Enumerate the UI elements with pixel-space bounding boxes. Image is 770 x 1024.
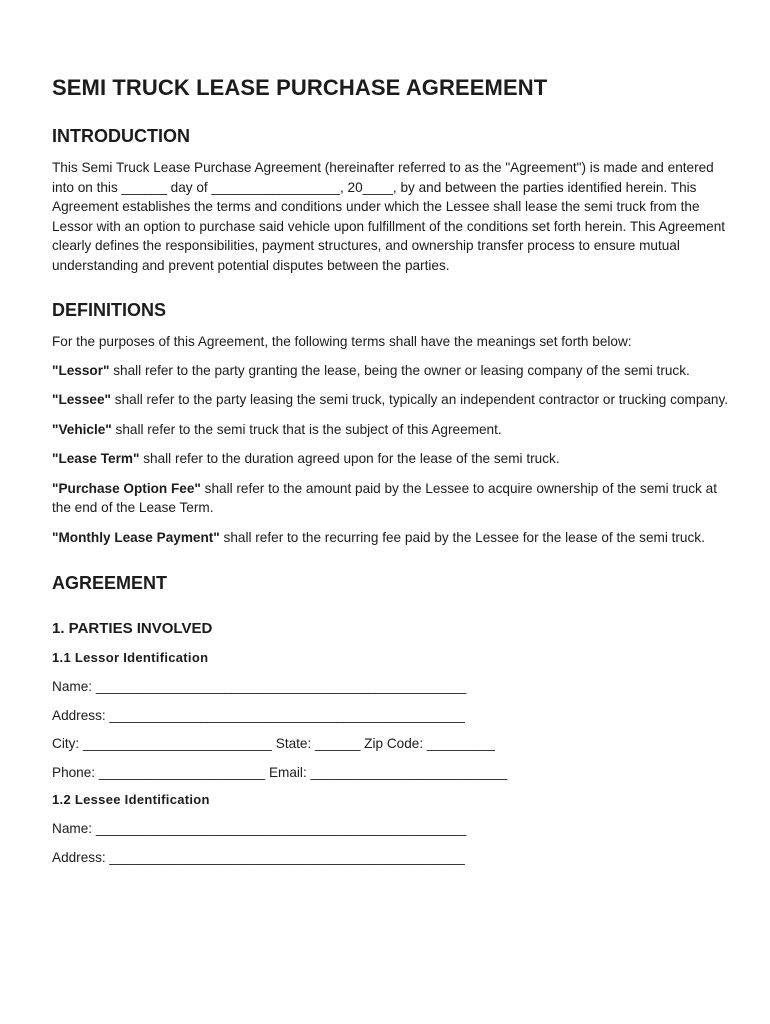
definition-lessee [52,390,732,410]
definition-term: "Lessor" [52,362,110,378]
definition-text: shall refer to the party leasing the semi truck, typically an independent contractor or trucking company. [111,392,729,407]
definition-term: "Vehicle" [52,421,112,437]
lessor-name-field[interactable]: Name: _________________________________________________ [52,679,467,694]
lessee-identification-heading: 1.2 Lessee Identification [52,792,210,807]
definition-text: shall refer to the semi truck that is the subject of this Agreement. [111,421,502,437]
definition-text: shall refer to the party granting the lease, being the owner or leasing company of the semi truck. [109,362,690,378]
definition-vehicle [52,420,732,440]
document-content [52,70,732,867]
definition-lessor [52,361,732,381]
lessee-name-field[interactable]: Name: _________________________________________________ [52,821,467,836]
definitions-heading: DEFINITIONS [52,300,167,320]
agreement-heading: AGREEMENT [52,573,168,593]
definition-text: shall refer to the amount paid by the Lessee to acquire ownership of the semi truck at the end of the Lease Term. [52,480,717,515]
definition-term: "Lessee" [52,392,111,407]
definition-term: "Lease Term" [52,451,140,466]
lessor-address-field[interactable]: Address: _______________________________________________ [52,707,465,723]
parties-involved-heading: 1. PARTIES INVOLVED [52,620,213,637]
definition-term: "Purchase Option Fee" [52,480,201,496]
definition-lease-term [52,449,732,469]
lessor-phone-email-field[interactable]: Phone: ______________________ Email: __________________________ [52,764,508,780]
document-title: SEMI TRUCK LEASE PURCHASE AGREEMENT [52,75,548,100]
definition-monthly-lease-payment [52,528,732,548]
lessor-city-state-zip-field[interactable]: City: _________________________ State: ______ Zip Code: _________ [52,736,495,751]
definition-term: "Monthly Lease Payment" [52,529,220,545]
definitions-intro: For the purposes of this Agreement, the following terms shall have the meanings set forth below: [52,334,632,349]
definition-purchase-option-fee [52,479,732,518]
introduction-paragraph: This Semi Truck Lease Purchase Agreement (hereinafter referred to as the "Agreement") is made and entered into on this ______ day of _________________, 20____, by and between the parties identified herein. This Agreement establishes the terms and conditions under which the Lessee shall lease the semi truck from the Lessor with an option to purchase said vehicle upon fulfillment of the conditions set forth herein. This Agreement clearly defines the responsibilities, payment structures, and ownership transfer process to ensure mutual understanding and prevent potential disputes between the parties. [52,160,726,273]
definition-text: shall refer to the duration agreed upon for the lease of the semi truck. [139,451,560,466]
lessor-identification-heading: 1.1 Lessor Identification [52,650,209,665]
introduction-heading: INTRODUCTION [52,126,190,146]
definition-text: shall refer to the recurring fee paid by the Lessee for the lease of the semi truck. [219,529,705,545]
lessee-address-field[interactable]: Address: _______________________________________________ [52,849,465,865]
